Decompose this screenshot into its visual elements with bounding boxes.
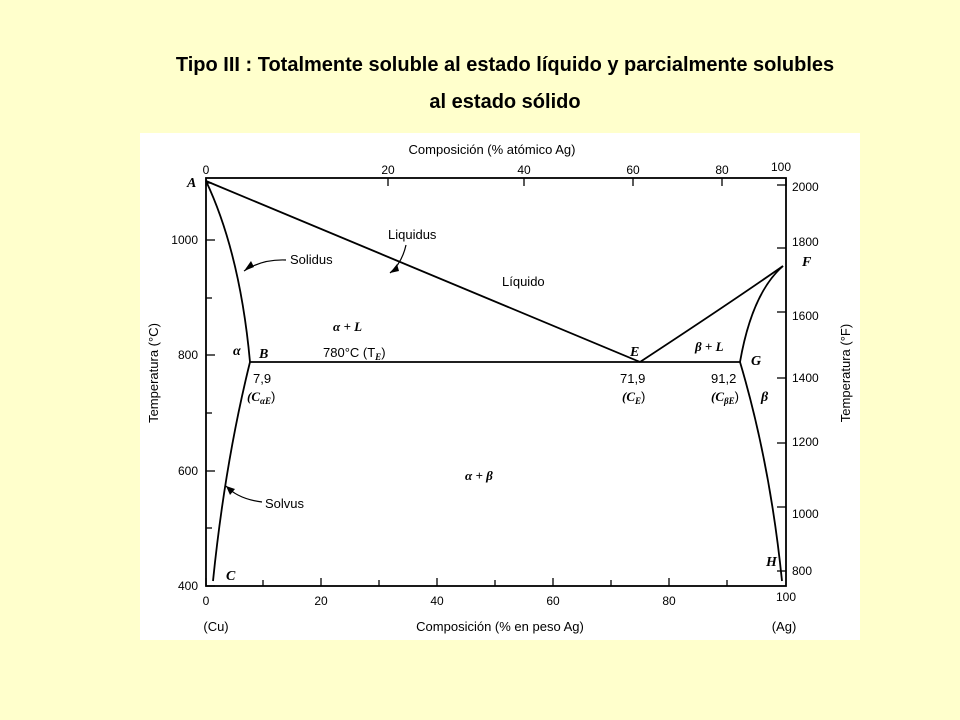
- right-tick-1400: 1400: [792, 371, 819, 385]
- alpha-plus-beta-label: α + β: [465, 468, 493, 483]
- point-e-label: E: [630, 345, 640, 360]
- bottom-tick-100: 100: [775, 590, 797, 604]
- point-b-label: B: [259, 347, 269, 362]
- point-g-label: G: [751, 354, 762, 369]
- top-tick-20: 20: [381, 163, 395, 177]
- c-alpha-e-value: 7,9: [253, 371, 272, 386]
- ag-end-label: (Ag): [771, 619, 797, 634]
- top-tick-80: 80: [715, 163, 729, 177]
- plot-frame: [206, 178, 786, 586]
- point-a-label: A: [187, 176, 197, 191]
- solidus-label: Solidus: [290, 252, 333, 267]
- right-tick-1200: 1200: [792, 435, 819, 449]
- point-h-label: H: [766, 555, 777, 570]
- top-tick-60: 60: [626, 163, 640, 177]
- bottom-tick-60: 60: [546, 594, 560, 608]
- liquidus-label: Liquidus: [388, 227, 437, 242]
- c-beta-e-symbol: $(C_{\beta E})$: [711, 389, 739, 406]
- c-beta-e-value: 91,2: [711, 371, 737, 386]
- bottom-axis-title: Composición (% en peso Ag): [416, 619, 584, 634]
- beta-plus-liquid-label: β + L: [695, 339, 724, 354]
- solvus-label: Solvus: [265, 496, 305, 511]
- left-tick-600: 600: [177, 464, 198, 478]
- top-tick-100: 100: [770, 160, 792, 174]
- right-tick-1600: 1600: [792, 309, 819, 323]
- left-tick-1000: 1000: [171, 233, 198, 247]
- cu-ag-phase-diagram: [140, 133, 860, 640]
- left-axis-title: Temperatura (°C): [146, 323, 161, 423]
- solvus-arrowhead: [226, 486, 235, 495]
- bottom-axis-ticks: [206, 578, 727, 586]
- left-tick-400: 400: [177, 579, 198, 593]
- slide-title-line-2: al estado sólido: [429, 91, 581, 113]
- right-axis-ticks: [777, 185, 786, 571]
- slide-title-line-1: Tipo III : Totalmente soluble al estado líquido y parcialmente solubles: [175, 54, 835, 76]
- right-tick-1800: 1800: [792, 235, 819, 249]
- c-alpha-e-symbol: $(C_{\alpha E})$: [247, 389, 276, 406]
- alpha-plus-liquid-label: α + L: [333, 319, 363, 334]
- bottom-tick-80: 80: [662, 594, 676, 608]
- eutectic-temperature-label: 780°C $(T_E)$: [323, 345, 386, 362]
- top-tick-40: 40: [517, 163, 531, 177]
- top-axis-title: Composición (% atómico Ag): [408, 142, 576, 157]
- liquid-region-label: Líquido: [502, 274, 545, 289]
- right-tick-2000: 2000: [792, 180, 819, 194]
- bottom-tick-20: 20: [314, 594, 328, 608]
- cu-end-label: (Cu): [203, 619, 229, 634]
- point-f-label: F: [802, 255, 812, 270]
- right-axis-title: Temperatura (°F): [838, 323, 853, 423]
- left-axis-ticks: [206, 183, 215, 586]
- beta-region-label: β: [761, 390, 769, 405]
- right-tick-800: 800: [792, 564, 813, 578]
- solidus-alpha-line: [206, 181, 250, 362]
- bottom-tick-0: 0: [202, 594, 210, 608]
- liquidus-left-line: [206, 181, 640, 362]
- solvus-alpha-line: [213, 362, 250, 581]
- bottom-tick-40: 40: [430, 594, 444, 608]
- point-c-label: C: [226, 569, 236, 584]
- c-e-symbol: $(C_E)$: [622, 389, 646, 406]
- top-tick-0: 0: [202, 163, 210, 177]
- solidus-arrowhead: [244, 261, 254, 271]
- alpha-region-label: α: [233, 344, 241, 359]
- right-tick-1000: 1000: [792, 507, 819, 521]
- top-axis-ticks: [206, 178, 786, 186]
- c-e-value: 71,9: [620, 371, 646, 386]
- left-tick-800: 800: [177, 348, 198, 362]
